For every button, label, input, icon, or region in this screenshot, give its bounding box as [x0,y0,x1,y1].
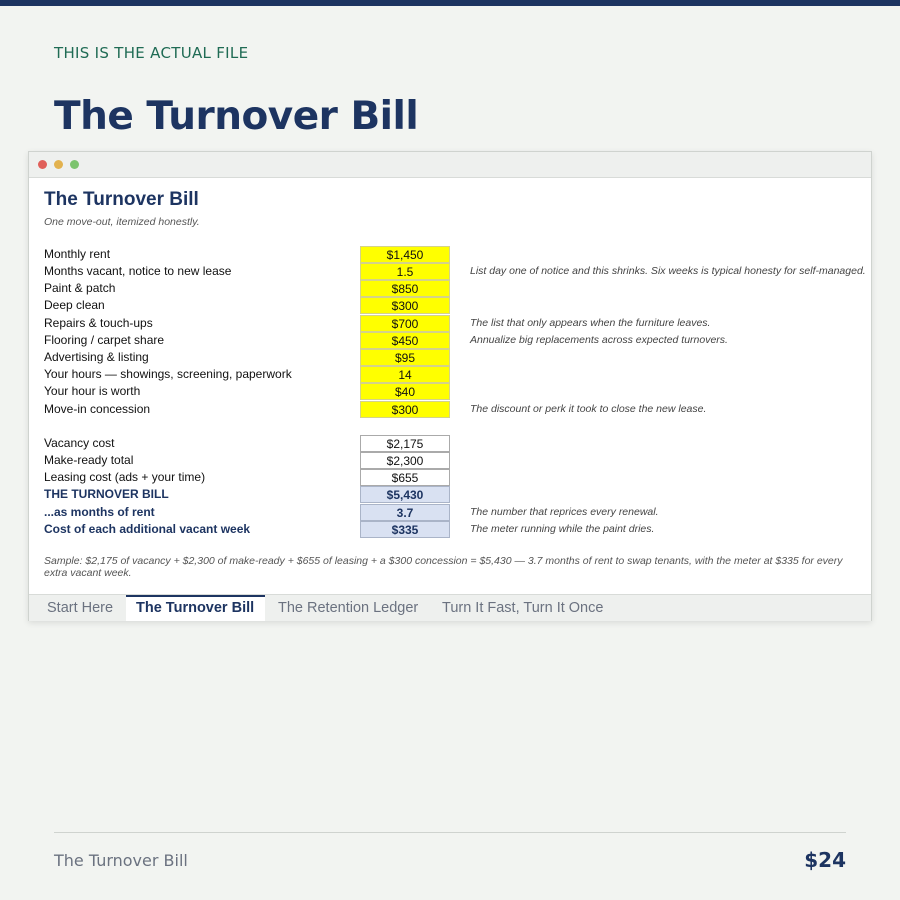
input-cell[interactable]: $300 [360,297,450,314]
sheet-subtitle: One move-out, itemized honestly. [44,216,200,228]
footer-product-name: The Turnover Bill [54,851,188,870]
sample-summary: Sample: $2,175 of vacancy + $2,300 of make-ready + $655 of leasing + a $300 concession = $5,430 — 3.7 months of rent to swap tenants, with the meter at $335 for every extra vacant week. [44,555,843,579]
input-label: Monthly rent [44,247,111,261]
window-titlebar [29,152,871,178]
vacant-week-cost-label: Cost of each additional vacant week [44,522,251,536]
turnover-bill-cell[interactable]: $5,430 [360,486,450,503]
input-label: Your hour is worth [44,384,141,398]
input-label: Move-in concession [44,402,151,416]
input-cell[interactable]: 14 [360,366,450,383]
input-label: Advertising & listing [44,350,149,364]
input-cell[interactable]: $1,450 [360,246,450,263]
page-title: The Turnover Bill [54,94,419,139]
eyebrow-text: THIS IS THE ACTUAL FILE [54,44,249,62]
turnover-bill-label: THE TURNOVER BILL [44,487,169,501]
footer-divider [54,832,846,833]
input-cell[interactable]: 1.5 [360,263,450,280]
input-note: The list that only appears when the furniture leaves. [470,317,711,329]
input-cell[interactable]: $95 [360,349,450,366]
output-label: Make-ready total [44,453,134,467]
minimize-window-dot-icon[interactable] [54,160,63,169]
maximize-window-dot-icon[interactable] [70,160,79,169]
input-note: The discount or perk it took to close the new lease. [470,403,707,415]
input-label: Deep clean [44,298,105,312]
input-note: Annualize big replacements across expected turnovers. [470,334,728,346]
output-cell[interactable]: $655 [360,469,450,486]
output-note: The meter running while the paint dries. [470,523,655,535]
input-cell[interactable]: $850 [360,280,450,297]
output-note: The number that reprices every renewal. [470,506,659,518]
input-cell[interactable]: $450 [360,332,450,349]
output-cell[interactable]: $2,175 [360,435,450,452]
output-cell[interactable]: $2,300 [360,452,450,469]
input-label: Flooring / carpet share [44,333,165,347]
tab-the-turnover-bill[interactable]: The Turnover Bill [126,595,265,621]
input-label: Paint & patch [44,281,116,295]
input-cell[interactable]: $40 [360,383,450,400]
output-label: Leasing cost (ads + your time) [44,470,206,484]
tab-the-retention-ledger[interactable]: The Retention Ledger [278,600,419,616]
close-window-dot-icon[interactable] [38,160,47,169]
input-cell[interactable]: $300 [360,401,450,418]
months-of-rent-cell[interactable]: 3.7 [360,504,450,521]
input-label: Repairs & touch-ups [44,316,153,330]
tab-start-here[interactable]: Start Here [47,600,114,616]
tab-turn-it-fast[interactable]: Turn It Fast, Turn It Once [442,600,604,616]
input-label: Months vacant, notice to new lease [44,264,232,278]
vacant-week-cost-cell[interactable]: $335 [360,521,450,538]
sheet-title: The Turnover Bill [44,189,199,210]
sheet-tab-bar [29,594,871,621]
input-cell[interactable]: $700 [360,315,450,332]
input-note: List day one of notice and this shrinks. Six weeks is typical honesty for self-managed. [470,265,866,277]
output-label: Vacancy cost [44,436,115,450]
input-label: Your hours — showings, screening, paperwork [44,367,292,381]
months-of-rent-label: ...as months of rent [44,505,155,519]
footer-price: $24 [804,848,846,872]
spreadsheet-window [28,151,872,621]
top-accent-bar [0,0,900,6]
